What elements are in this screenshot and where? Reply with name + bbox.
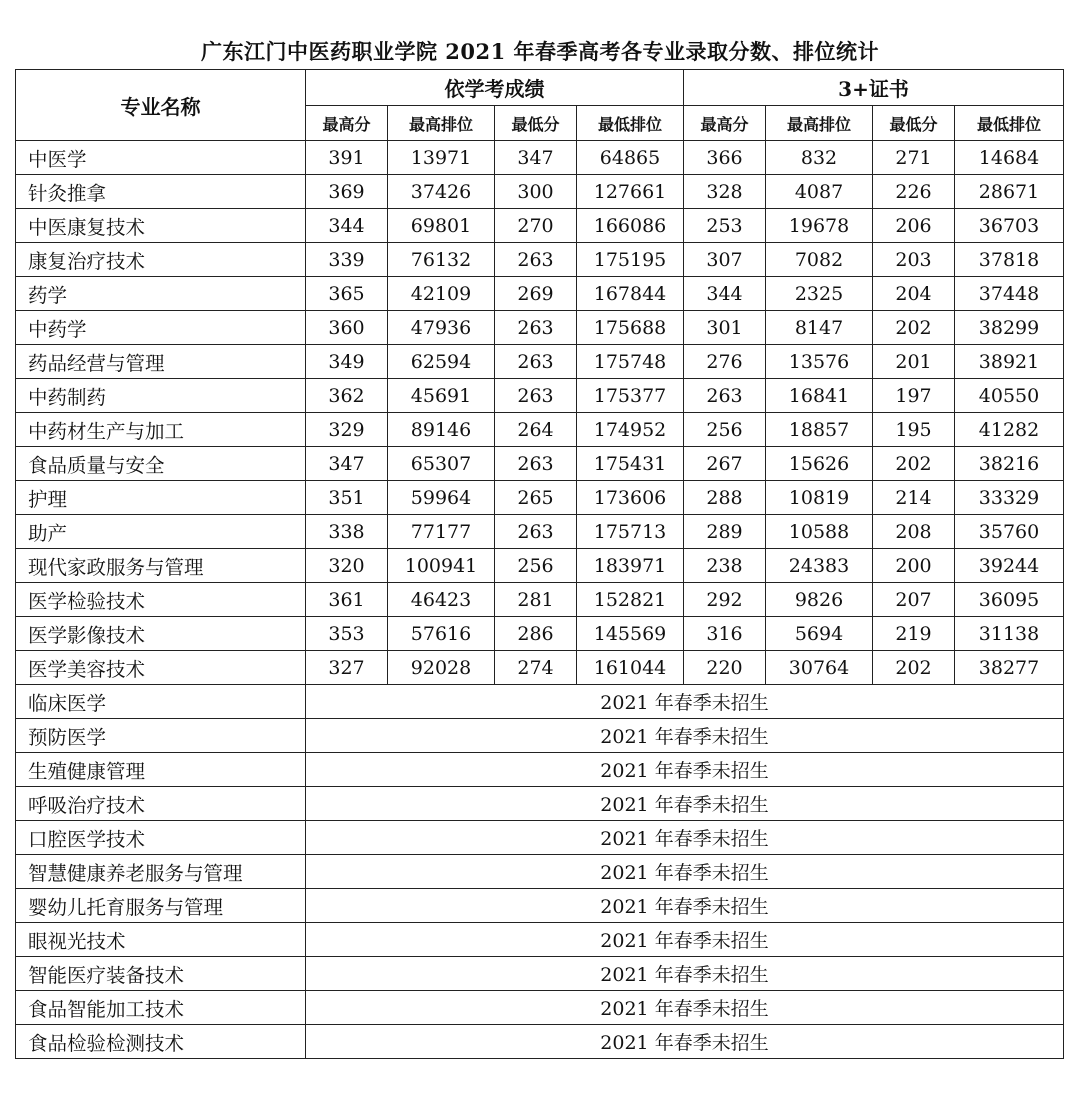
cert-min-score-cell: 271 bbox=[873, 141, 955, 175]
cert-max-score-cell: 263 bbox=[684, 379, 766, 413]
major-name-cell: 临床医学 bbox=[16, 685, 306, 719]
cert-max-rank-cell: 19678 bbox=[766, 209, 873, 243]
table-row bbox=[16, 447, 1064, 481]
table-row bbox=[16, 277, 1064, 311]
exam-min-rank-cell: 64865 bbox=[577, 141, 684, 175]
exam-min-rank-cell: 166086 bbox=[577, 209, 684, 243]
major-name-cell: 药品经营与管理 bbox=[16, 345, 306, 379]
cert-max-score-cell: 301 bbox=[684, 311, 766, 345]
table-row bbox=[16, 243, 1064, 277]
exam-min-rank-cell: 173606 bbox=[577, 481, 684, 515]
cert-min-rank-cell: 41282 bbox=[955, 413, 1064, 447]
not-recruited-note: 2021 年春季未招生 bbox=[306, 685, 1064, 719]
cert-min-score-cell: 204 bbox=[873, 277, 955, 311]
cert-min-score-cell: 219 bbox=[873, 617, 955, 651]
not-recruited-note: 2021 年春季未招生 bbox=[306, 957, 1064, 991]
cert-min-rank-cell: 36095 bbox=[955, 583, 1064, 617]
cert-max-rank-cell: 18857 bbox=[766, 413, 873, 447]
cert-min-rank-cell: 38299 bbox=[955, 311, 1064, 345]
cert-min-score-cell: 197 bbox=[873, 379, 955, 413]
exam-min-score-cell: 263 bbox=[495, 345, 577, 379]
cert-max-rank-cell: 24383 bbox=[766, 549, 873, 583]
header-min-rank: 最低排位 bbox=[577, 106, 684, 141]
cert-min-score-cell: 202 bbox=[873, 447, 955, 481]
major-name-cell: 中药学 bbox=[16, 311, 306, 345]
cert-min-score-cell: 202 bbox=[873, 651, 955, 685]
cert-max-rank-cell: 10588 bbox=[766, 515, 873, 549]
cert-min-rank-cell: 14684 bbox=[955, 141, 1064, 175]
major-name-cell: 中医学 bbox=[16, 141, 306, 175]
major-name-cell: 智能医疗装备技术 bbox=[16, 957, 306, 991]
table-row-not-recruited bbox=[16, 1025, 1064, 1059]
exam-min-rank-cell: 183971 bbox=[577, 549, 684, 583]
major-name-cell: 医学美容技术 bbox=[16, 651, 306, 685]
table-row-not-recruited bbox=[16, 753, 1064, 787]
major-name-cell: 护理 bbox=[16, 481, 306, 515]
header-min-score: 最低分 bbox=[495, 106, 577, 141]
exam-max-rank-cell: 42109 bbox=[388, 277, 495, 311]
exam-min-score-cell: 265 bbox=[495, 481, 577, 515]
not-recruited-note: 2021 年春季未招生 bbox=[306, 855, 1064, 889]
exam-max-score-cell: 369 bbox=[306, 175, 388, 209]
cert-max-rank-cell: 10819 bbox=[766, 481, 873, 515]
cert-max-rank-cell: 13576 bbox=[766, 345, 873, 379]
exam-max-rank-cell: 47936 bbox=[388, 311, 495, 345]
cert-min-score-cell: 203 bbox=[873, 243, 955, 277]
table-row-not-recruited bbox=[16, 787, 1064, 821]
admission-score-table bbox=[15, 69, 1064, 1059]
exam-min-score-cell: 263 bbox=[495, 447, 577, 481]
cert-max-score-cell: 316 bbox=[684, 617, 766, 651]
table-row bbox=[16, 515, 1064, 549]
not-recruited-note: 2021 年春季未招生 bbox=[306, 787, 1064, 821]
exam-max-rank-cell: 62594 bbox=[388, 345, 495, 379]
cert-max-score-cell: 256 bbox=[684, 413, 766, 447]
exam-max-score-cell: 361 bbox=[306, 583, 388, 617]
cert-min-score-cell: 207 bbox=[873, 583, 955, 617]
page-title: 广东江门中医药职业学院 2021 年春季高考各专业录取分数、排位统计 bbox=[200, 39, 880, 64]
table-row bbox=[16, 209, 1064, 243]
exam-min-score-cell: 263 bbox=[495, 311, 577, 345]
cert-max-score-cell: 220 bbox=[684, 651, 766, 685]
exam-max-rank-cell: 65307 bbox=[388, 447, 495, 481]
exam-min-score-cell: 300 bbox=[495, 175, 577, 209]
exam-min-rank-cell: 175431 bbox=[577, 447, 684, 481]
exam-min-rank-cell: 161044 bbox=[577, 651, 684, 685]
table-row bbox=[16, 481, 1064, 515]
cert-max-rank-cell: 2325 bbox=[766, 277, 873, 311]
exam-min-score-cell: 270 bbox=[495, 209, 577, 243]
table-row-not-recruited bbox=[16, 991, 1064, 1025]
exam-max-score-cell: 362 bbox=[306, 379, 388, 413]
table-row-not-recruited bbox=[16, 685, 1064, 719]
exam-max-rank-cell: 46423 bbox=[388, 583, 495, 617]
header-min-rank: 最低排位 bbox=[955, 106, 1064, 141]
major-name-cell: 婴幼儿托育服务与管理 bbox=[16, 889, 306, 923]
header-row-groups bbox=[16, 70, 1064, 106]
not-recruited-note: 2021 年春季未招生 bbox=[306, 889, 1064, 923]
table-body bbox=[16, 141, 1064, 1059]
exam-max-score-cell: 347 bbox=[306, 447, 388, 481]
table-row-not-recruited bbox=[16, 889, 1064, 923]
header-major-name: 专业名称 bbox=[16, 70, 306, 141]
not-recruited-note: 2021 年春季未招生 bbox=[306, 719, 1064, 753]
cert-min-score-cell: 208 bbox=[873, 515, 955, 549]
exam-max-score-cell: 391 bbox=[306, 141, 388, 175]
cert-min-rank-cell: 39244 bbox=[955, 549, 1064, 583]
major-name-cell: 中药制药 bbox=[16, 379, 306, 413]
exam-min-score-cell: 263 bbox=[495, 379, 577, 413]
table-row-not-recruited bbox=[16, 923, 1064, 957]
exam-max-score-cell: 327 bbox=[306, 651, 388, 685]
table-row bbox=[16, 651, 1064, 685]
exam-max-score-cell: 365 bbox=[306, 277, 388, 311]
table-row bbox=[16, 413, 1064, 447]
cert-max-score-cell: 289 bbox=[684, 515, 766, 549]
exam-min-rank-cell: 175748 bbox=[577, 345, 684, 379]
cert-max-rank-cell: 832 bbox=[766, 141, 873, 175]
cert-max-rank-cell: 9826 bbox=[766, 583, 873, 617]
cert-min-rank-cell: 37448 bbox=[955, 277, 1064, 311]
table-row bbox=[16, 583, 1064, 617]
cert-max-score-cell: 238 bbox=[684, 549, 766, 583]
exam-min-rank-cell: 175377 bbox=[577, 379, 684, 413]
exam-min-rank-cell: 127661 bbox=[577, 175, 684, 209]
major-name-cell: 眼视光技术 bbox=[16, 923, 306, 957]
cert-max-score-cell: 292 bbox=[684, 583, 766, 617]
exam-min-rank-cell: 152821 bbox=[577, 583, 684, 617]
exam-max-rank-cell: 59964 bbox=[388, 481, 495, 515]
header-max-rank: 最高排位 bbox=[388, 106, 495, 141]
exam-min-score-cell: 286 bbox=[495, 617, 577, 651]
major-name-cell: 食品智能加工技术 bbox=[16, 991, 306, 1025]
table-row-not-recruited bbox=[16, 957, 1064, 991]
exam-min-score-cell: 281 bbox=[495, 583, 577, 617]
header-group-exam-scores: 依学考成绩 bbox=[306, 70, 684, 106]
exam-min-score-cell: 263 bbox=[495, 515, 577, 549]
cert-max-score-cell: 307 bbox=[684, 243, 766, 277]
exam-min-score-cell: 264 bbox=[495, 413, 577, 447]
exam-min-rank-cell: 174952 bbox=[577, 413, 684, 447]
exam-max-score-cell: 360 bbox=[306, 311, 388, 345]
cert-max-rank-cell: 7082 bbox=[766, 243, 873, 277]
cert-min-rank-cell: 38277 bbox=[955, 651, 1064, 685]
exam-min-rank-cell: 145569 bbox=[577, 617, 684, 651]
cert-min-rank-cell: 36703 bbox=[955, 209, 1064, 243]
exam-min-rank-cell: 175713 bbox=[577, 515, 684, 549]
header-max-rank: 最高排位 bbox=[766, 106, 873, 141]
table-row bbox=[16, 549, 1064, 583]
header-group-3plus-certificate: 3+证书 bbox=[684, 70, 1064, 106]
not-recruited-note: 2021 年春季未招生 bbox=[306, 991, 1064, 1025]
header-min-score: 最低分 bbox=[873, 106, 955, 141]
exam-max-score-cell: 351 bbox=[306, 481, 388, 515]
exam-max-rank-cell: 37426 bbox=[388, 175, 495, 209]
exam-max-rank-cell: 89146 bbox=[388, 413, 495, 447]
exam-max-rank-cell: 76132 bbox=[388, 243, 495, 277]
exam-max-score-cell: 320 bbox=[306, 549, 388, 583]
cert-max-score-cell: 366 bbox=[684, 141, 766, 175]
exam-min-rank-cell: 167844 bbox=[577, 277, 684, 311]
exam-max-rank-cell: 13971 bbox=[388, 141, 495, 175]
major-name-cell: 中药材生产与加工 bbox=[16, 413, 306, 447]
exam-min-rank-cell: 175688 bbox=[577, 311, 684, 345]
header-max-score: 最高分 bbox=[684, 106, 766, 141]
exam-min-score-cell: 263 bbox=[495, 243, 577, 277]
major-name-cell: 现代家政服务与管理 bbox=[16, 549, 306, 583]
cert-min-rank-cell: 40550 bbox=[955, 379, 1064, 413]
cert-max-score-cell: 253 bbox=[684, 209, 766, 243]
cert-max-score-cell: 267 bbox=[684, 447, 766, 481]
cert-max-score-cell: 288 bbox=[684, 481, 766, 515]
exam-max-score-cell: 344 bbox=[306, 209, 388, 243]
major-name-cell: 医学检验技术 bbox=[16, 583, 306, 617]
major-name-cell: 针灸推拿 bbox=[16, 175, 306, 209]
cert-min-score-cell: 201 bbox=[873, 345, 955, 379]
major-name-cell: 中医康复技术 bbox=[16, 209, 306, 243]
cert-min-score-cell: 226 bbox=[873, 175, 955, 209]
cert-max-rank-cell: 15626 bbox=[766, 447, 873, 481]
exam-max-rank-cell: 45691 bbox=[388, 379, 495, 413]
major-name-cell: 生殖健康管理 bbox=[16, 753, 306, 787]
major-name-cell: 食品检验检测技术 bbox=[16, 1025, 306, 1059]
cert-min-score-cell: 214 bbox=[873, 481, 955, 515]
major-name-cell: 食品质量与安全 bbox=[16, 447, 306, 481]
major-name-cell: 助产 bbox=[16, 515, 306, 549]
table-row-not-recruited bbox=[16, 821, 1064, 855]
cert-max-rank-cell: 30764 bbox=[766, 651, 873, 685]
table-row bbox=[16, 175, 1064, 209]
exam-max-rank-cell: 92028 bbox=[388, 651, 495, 685]
cert-max-rank-cell: 16841 bbox=[766, 379, 873, 413]
cert-min-rank-cell: 31138 bbox=[955, 617, 1064, 651]
cert-max-score-cell: 344 bbox=[684, 277, 766, 311]
not-recruited-note: 2021 年春季未招生 bbox=[306, 1025, 1064, 1059]
major-name-cell: 预防医学 bbox=[16, 719, 306, 753]
table-row-not-recruited bbox=[16, 719, 1064, 753]
major-name-cell: 口腔医学技术 bbox=[16, 821, 306, 855]
cert-min-rank-cell: 38921 bbox=[955, 345, 1064, 379]
exam-max-rank-cell: 100941 bbox=[388, 549, 495, 583]
exam-max-score-cell: 349 bbox=[306, 345, 388, 379]
cert-min-rank-cell: 33329 bbox=[955, 481, 1064, 515]
major-name-cell: 智慧健康养老服务与管理 bbox=[16, 855, 306, 889]
exam-max-score-cell: 353 bbox=[306, 617, 388, 651]
exam-max-score-cell: 329 bbox=[306, 413, 388, 447]
cert-min-score-cell: 202 bbox=[873, 311, 955, 345]
cert-max-rank-cell: 5694 bbox=[766, 617, 873, 651]
cert-min-score-cell: 195 bbox=[873, 413, 955, 447]
header-max-score: 最高分 bbox=[306, 106, 388, 141]
table-row bbox=[16, 379, 1064, 413]
cert-min-rank-cell: 28671 bbox=[955, 175, 1064, 209]
cert-min-rank-cell: 38216 bbox=[955, 447, 1064, 481]
cert-min-score-cell: 206 bbox=[873, 209, 955, 243]
exam-max-rank-cell: 77177 bbox=[388, 515, 495, 549]
table-row bbox=[16, 345, 1064, 379]
cert-max-rank-cell: 4087 bbox=[766, 175, 873, 209]
table-row bbox=[16, 617, 1064, 651]
table-row bbox=[16, 141, 1064, 175]
exam-min-score-cell: 256 bbox=[495, 549, 577, 583]
table-header bbox=[16, 70, 1064, 141]
cert-min-score-cell: 200 bbox=[873, 549, 955, 583]
table-row bbox=[16, 311, 1064, 345]
not-recruited-note: 2021 年春季未招生 bbox=[306, 753, 1064, 787]
exam-max-rank-cell: 69801 bbox=[388, 209, 495, 243]
not-recruited-note: 2021 年春季未招生 bbox=[306, 821, 1064, 855]
cert-min-rank-cell: 37818 bbox=[955, 243, 1064, 277]
major-name-cell: 康复治疗技术 bbox=[16, 243, 306, 277]
exam-min-score-cell: 274 bbox=[495, 651, 577, 685]
major-name-cell: 呼吸治疗技术 bbox=[16, 787, 306, 821]
major-name-cell: 药学 bbox=[16, 277, 306, 311]
major-name-cell: 医学影像技术 bbox=[16, 617, 306, 651]
not-recruited-note: 2021 年春季未招生 bbox=[306, 923, 1064, 957]
exam-min-score-cell: 269 bbox=[495, 277, 577, 311]
cert-min-rank-cell: 35760 bbox=[955, 515, 1064, 549]
cert-max-score-cell: 276 bbox=[684, 345, 766, 379]
exam-min-rank-cell: 175195 bbox=[577, 243, 684, 277]
exam-max-score-cell: 338 bbox=[306, 515, 388, 549]
exam-min-score-cell: 347 bbox=[495, 141, 577, 175]
exam-max-rank-cell: 57616 bbox=[388, 617, 495, 651]
table-row-not-recruited bbox=[16, 855, 1064, 889]
cert-max-score-cell: 328 bbox=[684, 175, 766, 209]
exam-max-score-cell: 339 bbox=[306, 243, 388, 277]
cert-max-rank-cell: 8147 bbox=[766, 311, 873, 345]
